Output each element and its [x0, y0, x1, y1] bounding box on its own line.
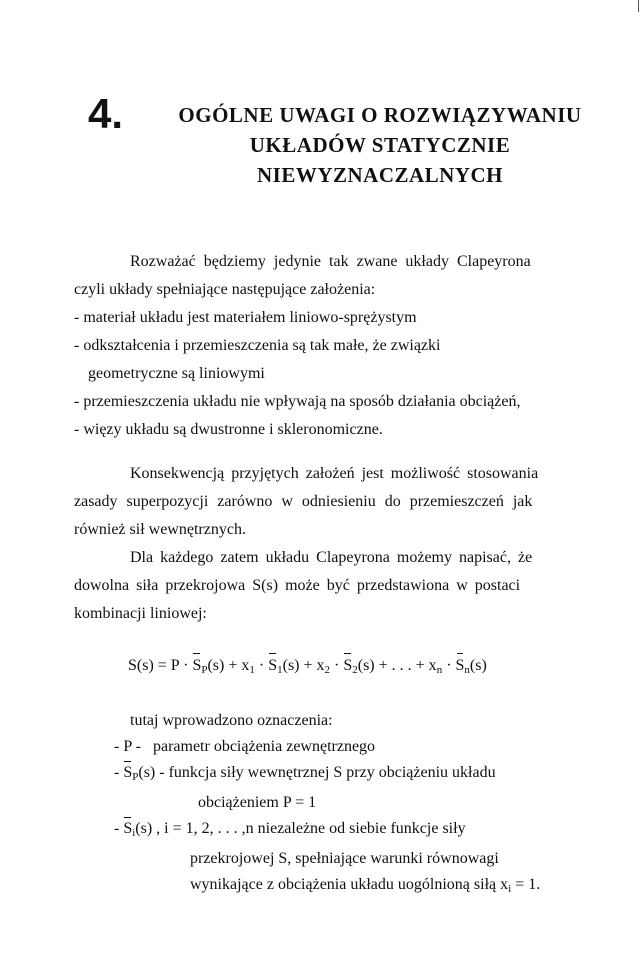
formula-subscript: 1 — [249, 664, 255, 676]
assumption-continuation: geometryczne są liniowymi — [88, 365, 265, 382]
definitions-list — [114, 708, 604, 902]
formula-line — [128, 652, 598, 684]
intro-paragraph — [74, 248, 594, 444]
chapter-title-line: NIEWYZNACZALNYCH — [256, 163, 504, 187]
definition-dash: - — [114, 764, 120, 781]
formula-lhs: S(s) = P · — [128, 657, 189, 674]
formula-subscript: n — [436, 664, 443, 676]
definition-text: parametr obciążenia zewnętrznego — [152, 738, 376, 755]
formula-s-symbol: S — [192, 652, 201, 680]
definition-subscript: i — [508, 883, 512, 895]
definition-continuation: przekrojowej S, spełniające warunki równowagi — [190, 850, 499, 867]
assumption-item: - przemieszczenia układu nie wpływają na sposób działania obciążeń, — [74, 393, 521, 410]
definitions-intro: tutaj wprowadzono oznaczenia: — [130, 712, 333, 729]
text-line: czyli układy spełniające następujące założenia: — [74, 281, 376, 298]
text-line: Dla każdego zatem układu Clapeyrona możemy napisać, że — [130, 549, 533, 566]
assumption-item: - odkształcenia i przemieszczenia są tak małe, że związki — [74, 337, 441, 354]
text-line: zasady superpozycji zarówno w odniesieniu do przemieszczeń jak — [74, 493, 533, 510]
definition-subscript: P — [132, 771, 139, 783]
formula-dot: · — [254, 657, 269, 674]
definition-continuation: obciążeniem P = 1 — [198, 794, 317, 811]
definition-s-symbol: S — [123, 760, 132, 786]
formula-text: (s) + . . . + x — [357, 657, 437, 674]
chapter-title-line: UKŁADÓW STATYCZNIE — [249, 133, 511, 157]
formula-text: (s) — [469, 657, 487, 674]
formula-s-symbol: S — [456, 652, 465, 680]
definition-text: wynikające z obciążenia układu uogólnioną siłą x — [190, 876, 509, 893]
chapter-number: 4. — [88, 90, 124, 137]
definition-continuation — [114, 872, 604, 902]
text-line: kombinacji liniowej: — [74, 605, 207, 622]
formula-dot: · — [330, 657, 344, 674]
definition-dash: - — [114, 820, 120, 837]
formula-s-symbol: S — [343, 652, 352, 680]
definition-si — [114, 816, 604, 846]
definition-text: (s) , i = 1, 2, . . . ,n niezależne od siebie funkcje siły — [135, 820, 466, 837]
formula-subscript: 1 — [277, 664, 283, 676]
formula-dot: · — [442, 657, 456, 674]
assumption-item: - więzy układu są dwustronne i skleronomiczne. — [74, 421, 383, 438]
assumption-item: - materiał układu jest materiałem liniowo-sprężystym — [74, 309, 417, 326]
chapter-title-line: OGÓLNE UWAGI O ROZWIĄZYWANIU — [178, 103, 582, 127]
formula-subscript: n — [464, 664, 470, 676]
text-line: Rozważać będziemy jedynie tak zwane układy Clapeyrona — [130, 253, 531, 270]
superposition-formula — [128, 652, 598, 686]
definition-p — [114, 734, 604, 760]
formula-text: (s) + x — [282, 657, 325, 674]
definition-s-symbol: S — [123, 816, 132, 842]
text-line: również sił wewnętrznych. — [74, 521, 246, 538]
consequence-paragraph — [74, 460, 594, 628]
definition-sp — [114, 760, 604, 790]
formula-s-symbol: S — [268, 652, 277, 680]
definition-dash: - P - — [114, 738, 141, 755]
text-line: dowolna siła przekrojowa S(s) może być przedstawiona w postaci — [74, 577, 521, 594]
page-edge-mark — [638, 0, 639, 12]
definition-text: (s) - funkcja siły wewnętrznej S przy obciążeniu układu — [138, 764, 496, 781]
formula-subscript: 2 — [324, 664, 331, 676]
formula-text: (s) + x — [207, 657, 250, 674]
definition-text: = 1. — [511, 876, 541, 893]
formula-subscript: P — [201, 664, 208, 676]
chapter-title — [140, 100, 620, 190]
formula-subscript: 2 — [352, 664, 358, 676]
definition-subscript: i — [132, 827, 136, 839]
text-line: Konsekwencją przyjętych założeń jest możliwość stosowania — [130, 465, 539, 482]
